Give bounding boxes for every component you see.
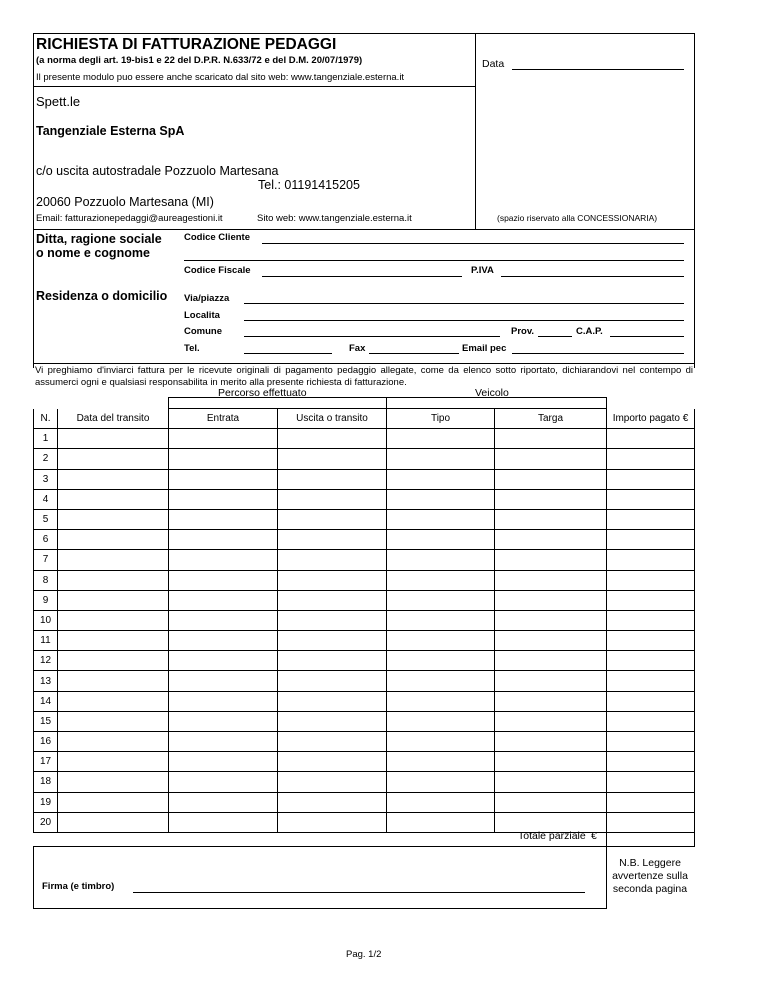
plate-cell[interactable] [495, 449, 607, 469]
email-pec-field[interactable] [512, 353, 684, 354]
group-divider-right [606, 397, 607, 408]
codice-cliente-field[interactable] [262, 243, 684, 244]
plate-cell[interactable] [495, 550, 607, 570]
exit-cell[interactable] [278, 530, 387, 550]
company-website: Sito web: www.tangenziale.esterna.it [257, 213, 412, 224]
table-row [34, 711, 695, 731]
row-number: 6 [34, 530, 58, 550]
amount-cell[interactable] [607, 550, 695, 570]
vehicle-type-cell[interactable] [387, 752, 495, 772]
company-tel: Tel.: 01191415205 [258, 178, 360, 192]
nb-line-3: seconda pagina [612, 883, 688, 895]
plate-cell[interactable] [495, 631, 607, 651]
row-number: 7 [34, 550, 58, 570]
entry-cell[interactable] [169, 429, 278, 449]
row-number: 20 [34, 812, 58, 832]
amount-cell[interactable] [607, 610, 695, 630]
amount-cell[interactable] [607, 772, 695, 792]
plate-cell[interactable] [495, 429, 607, 449]
col-header-amount [607, 409, 695, 429]
transit-date-cell[interactable] [58, 489, 169, 509]
exit-cell[interactable] [278, 550, 387, 570]
table-row [34, 671, 695, 691]
amount-cell[interactable] [607, 752, 695, 772]
vehicle-type-cell[interactable] [387, 691, 495, 711]
plate-cell[interactable] [495, 671, 607, 691]
vehicle-type-cell[interactable] [387, 429, 495, 449]
table-row [34, 449, 695, 469]
subtotal-euro-icon: € [591, 830, 597, 842]
plate-cell[interactable] [495, 590, 607, 610]
amount-cell[interactable] [607, 691, 695, 711]
amount-cell[interactable] [607, 711, 695, 731]
exit-cell[interactable] [278, 772, 387, 792]
subtotal-box-bottom [33, 846, 694, 847]
exit-cell[interactable] [278, 691, 387, 711]
entry-cell[interactable] [169, 671, 278, 691]
plate-cell[interactable] [495, 469, 607, 489]
vehicle-type-cell[interactable] [387, 631, 495, 651]
localita-label: Localita [184, 310, 220, 321]
amount-cell[interactable] [607, 732, 695, 752]
subtotal-box-left [606, 827, 607, 847]
table-row [34, 570, 695, 590]
fax-field[interactable] [369, 353, 459, 354]
plate-cell[interactable] [495, 651, 607, 671]
vehicle-type-cell[interactable] [387, 509, 495, 529]
transit-date-cell[interactable] [58, 550, 169, 570]
date-label: Data [482, 58, 505, 70]
vehicle-type-cell[interactable] [387, 590, 495, 610]
transit-date-cell[interactable] [58, 631, 169, 651]
row-number: 3 [34, 469, 58, 489]
download-note: Il presente modulo puo essere anche scaricato dal sito web: www.tangenziale.esterna.it [36, 72, 405, 83]
amount-cell[interactable] [607, 812, 695, 832]
entry-cell[interactable] [169, 509, 278, 529]
group-divider-left [168, 397, 169, 408]
legal-subtitle: (a norma degli art. 19-bis1 e 22 del D.P.R. N.633/72 e del D.M. 20/07/1979) [36, 55, 363, 66]
subtotal-box-right [694, 827, 695, 847]
amount-cell[interactable] [607, 570, 695, 590]
row-number: 8 [34, 570, 58, 590]
row-number: 15 [34, 711, 58, 731]
line-below-header [33, 86, 475, 87]
vehicle-type-cell[interactable] [387, 671, 495, 691]
client-name-field[interactable] [184, 260, 684, 261]
amount-cell[interactable] [607, 631, 695, 651]
amount-header-label: Importo pagato [612, 412, 680, 424]
client-section-label-2: o nome e cognome [36, 246, 150, 260]
entry-cell[interactable] [169, 550, 278, 570]
plate-cell[interactable] [495, 489, 607, 509]
transit-date-cell[interactable] [58, 570, 169, 590]
exit-cell[interactable] [278, 590, 387, 610]
plate-cell[interactable] [495, 530, 607, 550]
vehicle-type-cell[interactable] [387, 812, 495, 832]
entry-cell[interactable] [169, 469, 278, 489]
transit-date-cell[interactable] [58, 792, 169, 812]
plate-cell[interactable] [495, 792, 607, 812]
cap-label: C.A.P. [576, 326, 603, 337]
entry-cell[interactable] [169, 489, 278, 509]
col-header-plate: Targa [495, 409, 607, 429]
vehicle-type-cell[interactable] [387, 610, 495, 630]
col-header-type: Tipo [387, 409, 495, 429]
entry-cell[interactable] [169, 651, 278, 671]
row-number: 9 [34, 590, 58, 610]
row-number: 16 [34, 732, 58, 752]
entry-cell[interactable] [169, 812, 278, 832]
transit-date-cell[interactable] [58, 509, 169, 529]
entry-cell[interactable] [169, 752, 278, 772]
row-number: 12 [34, 651, 58, 671]
route-group-label: Percorso effettuato [218, 387, 307, 399]
comune-label: Comune [184, 326, 222, 337]
entry-cell[interactable] [169, 449, 278, 469]
line-above-request [33, 363, 694, 364]
page-title: RICHIESTA DI FATTURAZIONE PEDAGGI [36, 36, 337, 53]
row-number: 13 [34, 671, 58, 691]
nb-line-1: N.B. Leggere [619, 857, 681, 869]
transit-table [33, 408, 695, 833]
exit-cell[interactable] [278, 509, 387, 529]
cap-field[interactable] [610, 336, 684, 337]
table-row [34, 772, 695, 792]
transit-date-cell[interactable] [58, 530, 169, 550]
col-header-exit: Uscita o transito [278, 409, 387, 429]
client-section-label: Ditta, ragione sociale [36, 232, 162, 246]
exit-cell[interactable] [278, 570, 387, 590]
transit-date-cell[interactable] [58, 752, 169, 772]
transit-date-cell[interactable] [58, 610, 169, 630]
vehicle-type-cell[interactable] [387, 469, 495, 489]
vehicle-group-label: Veicolo [475, 387, 509, 399]
amount-cell[interactable] [607, 792, 695, 812]
subtotal-label: Totale parziale [518, 830, 586, 842]
plate-cell[interactable] [495, 732, 607, 752]
frame-left [33, 33, 34, 368]
exit-cell[interactable] [278, 469, 387, 489]
amount-cell[interactable] [607, 509, 695, 529]
entry-cell[interactable] [169, 610, 278, 630]
row-number: 4 [34, 489, 58, 509]
exit-cell[interactable] [278, 752, 387, 772]
table-row [34, 530, 695, 550]
row-number: 10 [34, 610, 58, 630]
codice-fiscale-field[interactable] [262, 276, 462, 277]
amount-cell[interactable] [607, 489, 695, 509]
table-row [34, 509, 695, 529]
table-row [34, 691, 695, 711]
transit-date-cell[interactable] [58, 812, 169, 832]
company-email: Email: fatturazionepedaggi@aureagestioni.it [36, 213, 223, 224]
signature-field[interactable] [133, 892, 585, 893]
via-field[interactable] [244, 303, 684, 304]
date-field[interactable] [512, 69, 684, 70]
entry-cell[interactable] [169, 711, 278, 731]
frame-right [694, 33, 695, 368]
vehicle-type-cell[interactable] [387, 772, 495, 792]
request-text: Vi preghiamo d'inviarci fattura per le ricevute originali di pagamento pedaggio allegate, come da elenco sotto riportato, dichiarandovi nel contempo di assumerci ogni e qualsiasi responsabilita in merito alla presente richiesta di fatturazione. [35, 365, 693, 388]
entry-cell[interactable] [169, 590, 278, 610]
nb-line-2: avvertenze sulla [612, 870, 688, 882]
vehicle-type-cell[interactable] [387, 732, 495, 752]
transit-date-cell[interactable] [58, 691, 169, 711]
prov-field[interactable] [538, 336, 572, 337]
col-header-date: Data del transito [58, 409, 169, 429]
salutation: Spett.le [36, 94, 81, 109]
exit-cell[interactable] [278, 792, 387, 812]
signature-label: Firma (e timbro) [42, 881, 115, 892]
exit-cell[interactable] [278, 449, 387, 469]
vehicle-type-cell[interactable] [387, 550, 495, 570]
prov-label: Prov. [511, 326, 535, 337]
vehicle-type-cell[interactable] [387, 570, 495, 590]
frame-top [33, 33, 694, 34]
plate-cell[interactable] [495, 711, 607, 731]
table-row [34, 489, 695, 509]
plate-cell[interactable] [495, 610, 607, 630]
table-row [34, 469, 695, 489]
piva-label: P.IVA [471, 265, 494, 276]
piva-field[interactable] [501, 276, 684, 277]
row-number: 17 [34, 752, 58, 772]
table-row [34, 651, 695, 671]
entry-cell[interactable] [169, 732, 278, 752]
fax-label: Fax [349, 343, 366, 354]
exit-cell[interactable] [278, 711, 387, 731]
transit-date-cell[interactable] [58, 772, 169, 792]
vehicle-type-cell[interactable] [387, 711, 495, 731]
row-number: 19 [34, 792, 58, 812]
col-header-n: N. [34, 409, 58, 429]
row-number: 14 [34, 691, 58, 711]
entry-cell[interactable] [169, 631, 278, 651]
transit-date-cell[interactable] [58, 651, 169, 671]
euro-icon: € [682, 412, 689, 424]
amount-cell[interactable] [607, 671, 695, 691]
row-number: 1 [34, 429, 58, 449]
entry-cell[interactable] [169, 530, 278, 550]
plate-cell[interactable] [495, 772, 607, 792]
row-number: 2 [34, 449, 58, 469]
amount-cell[interactable] [607, 651, 695, 671]
codice-cliente-label: Codice Cliente [184, 232, 250, 243]
tel-label: Tel. [184, 343, 200, 354]
exit-cell[interactable] [278, 651, 387, 671]
exit-cell[interactable] [278, 631, 387, 651]
amount-cell[interactable] [607, 429, 695, 449]
exit-cell[interactable] [278, 429, 387, 449]
table-row [34, 429, 695, 449]
row-number: 5 [34, 509, 58, 529]
amount-cell[interactable] [607, 590, 695, 610]
codice-fiscale-label: Codice Fiscale [184, 265, 251, 276]
exit-cell[interactable] [278, 732, 387, 752]
entry-cell[interactable] [169, 792, 278, 812]
entry-cell[interactable] [169, 691, 278, 711]
entry-cell[interactable] [169, 772, 278, 792]
vehicle-type-cell[interactable] [387, 792, 495, 812]
nb-note [606, 857, 694, 896]
table-row [34, 732, 695, 752]
line-below-recipient [33, 229, 694, 230]
exit-cell[interactable] [278, 671, 387, 691]
vehicle-type-cell[interactable] [387, 489, 495, 509]
header-divider [475, 33, 476, 229]
row-number: 11 [34, 631, 58, 651]
table-row [34, 610, 695, 630]
company-name: Tangenziale Esterna SpA [36, 124, 185, 138]
company-address: c/o uscita autostradale Pozzuolo Martesana [36, 164, 279, 178]
transit-date-cell[interactable] [58, 711, 169, 731]
transit-date-cell[interactable] [58, 671, 169, 691]
group-divider-mid [386, 397, 387, 408]
transit-date-cell[interactable] [58, 429, 169, 449]
plate-cell[interactable] [495, 691, 607, 711]
email-pec-label: Email pec [462, 343, 507, 354]
amount-cell[interactable] [607, 469, 695, 489]
exit-cell[interactable] [278, 489, 387, 509]
col-header-entry: Entrata [169, 409, 278, 429]
page-number: Pag. 1/2 [346, 949, 382, 960]
plate-cell[interactable] [495, 570, 607, 590]
exit-cell[interactable] [278, 812, 387, 832]
vehicle-type-cell[interactable] [387, 651, 495, 671]
entry-cell[interactable] [169, 570, 278, 590]
transit-date-cell[interactable] [58, 732, 169, 752]
company-city: 20060 Pozzuolo Martesana (MI) [36, 195, 214, 209]
table-row [34, 590, 695, 610]
row-number: 18 [34, 772, 58, 792]
table-row [34, 550, 695, 570]
vehicle-type-cell[interactable] [387, 449, 495, 469]
transit-date-cell[interactable] [58, 590, 169, 610]
comune-field[interactable] [244, 336, 500, 337]
amount-cell[interactable] [607, 449, 695, 469]
table-row [34, 792, 695, 812]
signature-box-left [33, 846, 34, 908]
table-row [34, 752, 695, 772]
tel-field[interactable] [244, 353, 332, 354]
via-label: Via/piazza [184, 293, 230, 304]
plate-cell[interactable] [495, 509, 607, 529]
signature-box-bottom [33, 908, 607, 909]
exit-cell[interactable] [278, 610, 387, 630]
plate-cell[interactable] [495, 752, 607, 772]
transit-date-cell[interactable] [58, 449, 169, 469]
localita-field[interactable] [244, 320, 684, 321]
reserved-space-label: (spazio riservato alla CONCESSIONARIA) [497, 213, 658, 223]
residence-section-label: Residenza o domicilio [36, 289, 168, 303]
table-row [34, 631, 695, 651]
amount-cell[interactable] [607, 530, 695, 550]
vehicle-type-cell[interactable] [387, 530, 495, 550]
transit-date-cell[interactable] [58, 469, 169, 489]
